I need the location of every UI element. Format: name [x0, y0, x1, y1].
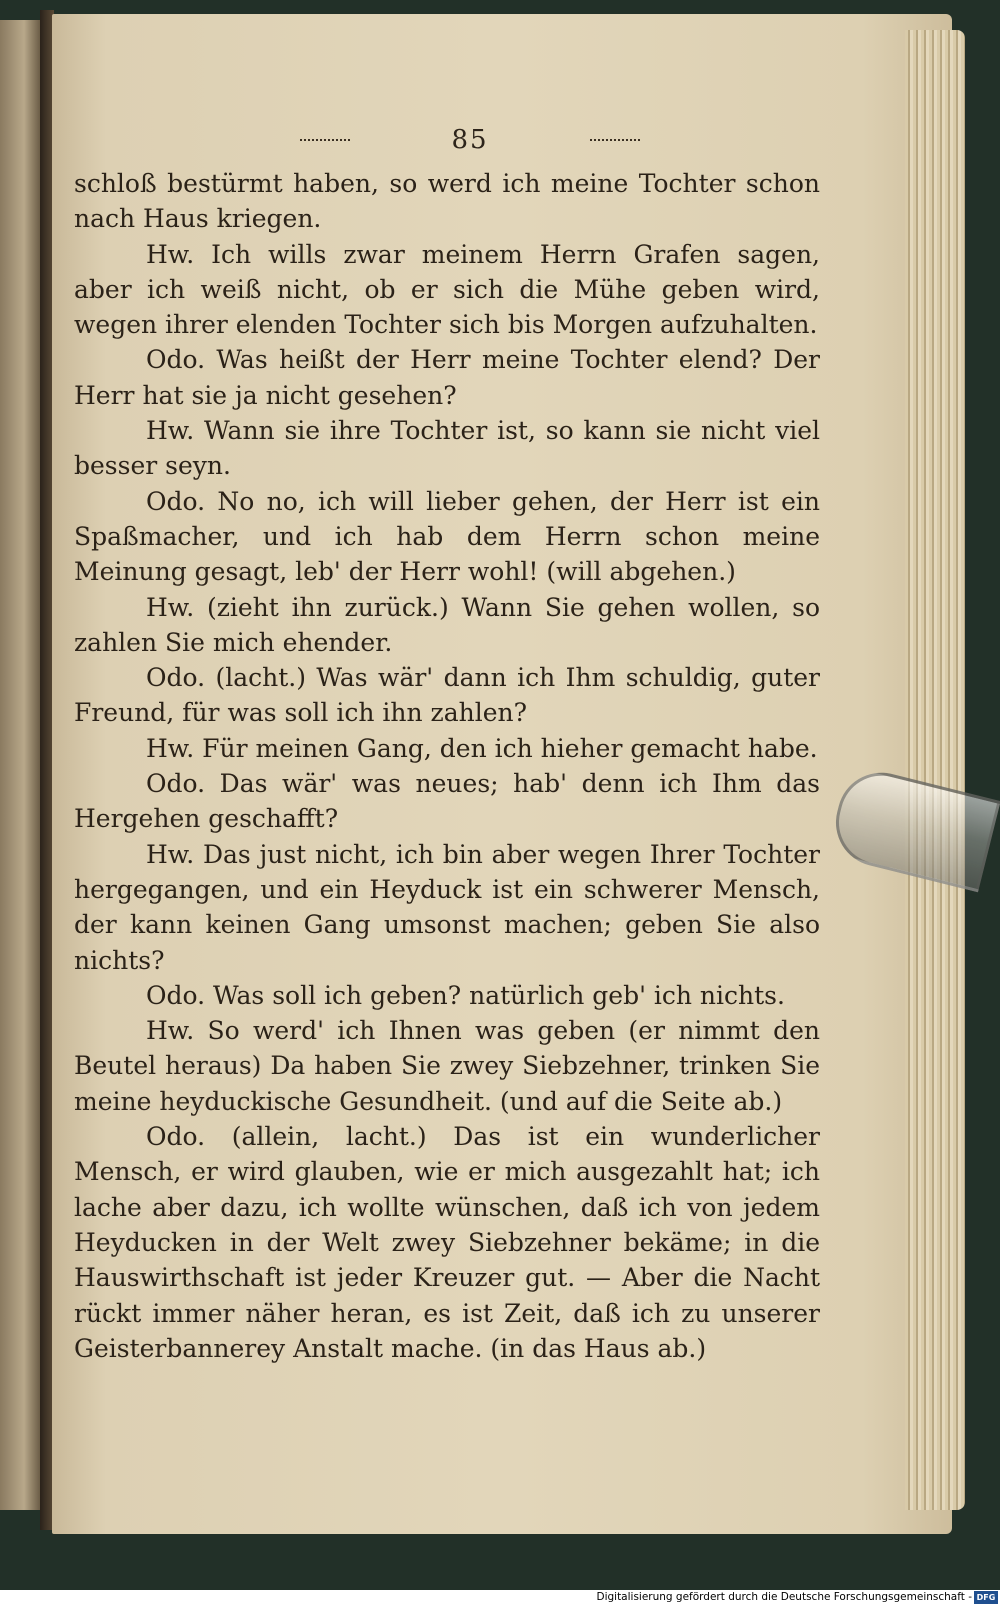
text-paragraph: Hw. So werd' ich Ihnen was geben (er nimmt den Beutel heraus) Da haben Sie zwey Siebzehner, trinken Sie meine heyduckische Gesundheit. (und auf die Seite ab.) [74, 1016, 820, 1116]
text-paragraph: Hw. (zieht ihn zurück.) Wann Sie gehen wollen, so zahlen Sie mich ehender. [74, 592, 820, 657]
previous-page-edge [0, 20, 40, 1510]
page-stack-edges [905, 30, 965, 1510]
funding-credit: Digitalisierung gefördert durch die Deutsche Forschungsgemeinschaft - [596, 1591, 972, 1603]
page-number: 85 [451, 125, 489, 155]
text-paragraph: Hw. Wann sie ihre Tochter ist, so kann sie nicht viel besser seyn. [74, 416, 820, 481]
page-header [300, 120, 640, 160]
text-paragraph: Odo. Das wär' was neues; hab' denn ich Ihm das Hergehen geschafft? [74, 769, 820, 834]
text-paragraph: Odo. Was heißt der Herr meine Tochter elend? Der Herr hat sie ja nicht gesehen? [74, 345, 820, 410]
text-paragraph: Odo. (lacht.) Was wär' dann ich Ihm schuldig, guter Freund, für was soll ich ihn zahlen? [74, 663, 820, 728]
header-ornament-right [590, 139, 640, 141]
text-paragraph: Hw. Das just nicht, ich bin aber wegen Ihrer Tochter hergegangen, und ein Heyduck ist ein schwerer Mensch, der kann keinen Gang umsonst machen; geben Sie also nichts? [74, 839, 820, 975]
text-paragraph: Hw. Ich wills zwar meinem Herrn Grafen sagen, aber ich weiß nicht, ob er sich die Mühe geben wird, wegen ihrer elenden Tochter sich bis Morgen aufzuhalten. [74, 239, 820, 340]
text-paragraph: Hw. Für meinen Gang, den ich hieher gemacht habe. [146, 733, 818, 763]
text-paragraph: Odo. (allein, lacht.) Das ist ein wunderlicher Mensch, er wird glauben, wie er mich ausgezahlt hat; ich lache aber dazu, ich wollte wünschen, daß ich von jedem Heyducken in der Welt zwey Siebzehner bekäme; in die Hauswirthschaft ist jeder Kreuzer gut. — Aber die Nacht rückt immer näher heran, es ist Zeit, daß ich zu unserer Geisterbannerey Anstalt mache. (in das Haus ab.) [74, 1122, 820, 1363]
text-paragraph: Odo. No no, ich will lieber gehen, der Herr ist ein Spaßmacher, und ich hab dem Herrn schon meine Meinung gesagt, leb' der Herr wohl! (will abgehen.) [74, 486, 820, 587]
dfg-logo: DFG [974, 1591, 998, 1604]
text-paragraph: schloß bestürmt haben, so werd ich meine Tochter schon nach Haus kriegen. [74, 169, 820, 234]
text-paragraph: Odo. Was soll ich geben? natürlich geb' ich nichts. [146, 980, 785, 1010]
page-text [74, 166, 820, 1366]
header-ornament-left [300, 139, 350, 141]
